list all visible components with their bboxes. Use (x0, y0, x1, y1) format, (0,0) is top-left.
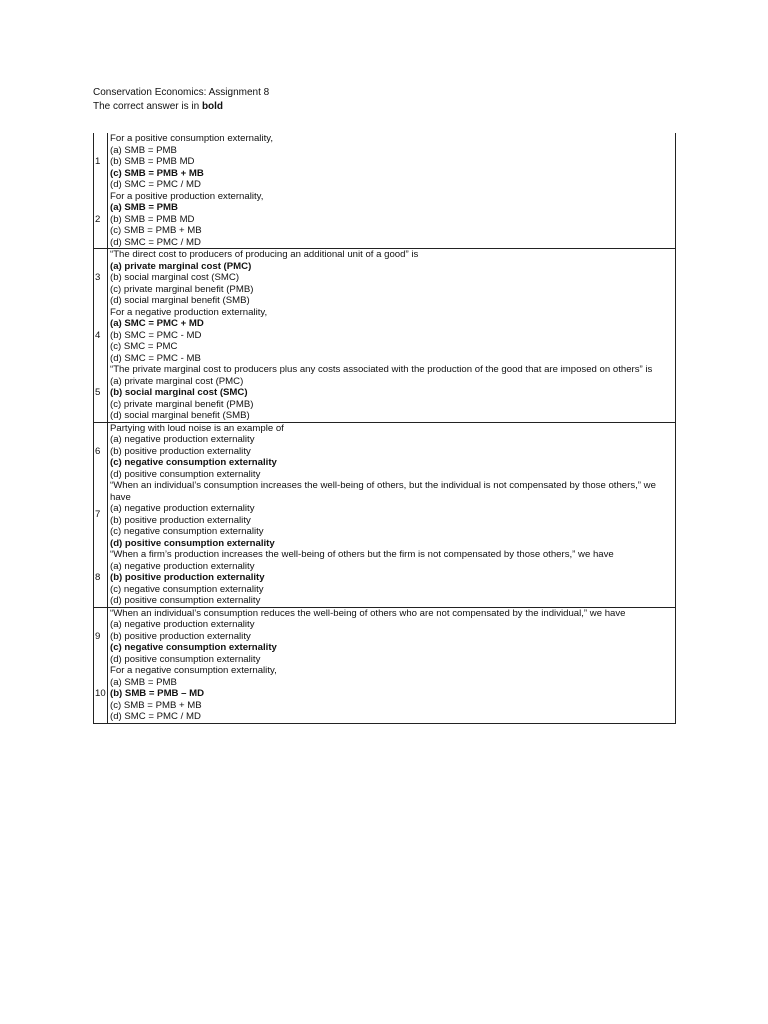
question-content (108, 422, 676, 480)
question-stem: “The direct cost to producers of producing an additional unit of a good” is (110, 249, 419, 260)
answer-option: (c) negative consumption externality (110, 526, 264, 537)
question-number: 8 (94, 549, 108, 607)
question-content (108, 480, 676, 549)
answer-option: (d) SMC = PMC - MB (110, 352, 201, 364)
question-stem: For a negative production externality, (110, 306, 268, 318)
question-number: 6 (94, 422, 108, 480)
question-row (94, 364, 676, 422)
question-content (108, 364, 676, 422)
question-number: 5 (94, 364, 108, 422)
answer-option: (c) negative consumption externality (110, 583, 264, 595)
answer-option: (d) positive consumption externality (110, 468, 261, 480)
answer-option: (b) SMC = PMC - MD (110, 329, 202, 341)
answer-option: (d) social marginal benefit (SMB) (110, 410, 250, 421)
answer-option-correct: (b) SMB = PMB – MD (110, 688, 205, 699)
answer-option-correct: (a) SMB = PMB (110, 202, 178, 213)
answer-option: (a) SMB = PMB (110, 144, 177, 156)
answer-option-correct: (c) negative consumption externality (110, 457, 277, 468)
question-content (108, 665, 676, 723)
question-row (94, 191, 676, 249)
question-row (94, 133, 676, 191)
question-content (108, 249, 676, 307)
answer-option: (b) positive production externality (110, 514, 251, 526)
question-content (108, 133, 676, 191)
document-title: Conservation Economics: Assignment 8 (93, 87, 270, 98)
question-number: 2 (94, 191, 108, 249)
answer-option: (d) positive consumption externality (110, 595, 261, 606)
question-number: 7 (94, 480, 108, 549)
answer-option: (a) negative production externality (110, 619, 255, 630)
answer-option: (a) negative production externality (110, 503, 255, 514)
answer-option-correct: (b) social marginal cost (SMC) (110, 387, 248, 398)
question-stem: For a negative consumption externality, (110, 665, 277, 676)
question-number: 4 (94, 307, 108, 365)
questions-table-body (94, 133, 676, 723)
question-stem: “When a firm’s production increases the well-being of others but the firm is not compensated by those others,” we have (110, 549, 614, 560)
question-row (94, 480, 676, 549)
answer-key-note-bold: bold (201, 100, 224, 112)
question-number: 3 (94, 249, 108, 307)
answer-option: (c) SMB = PMB + MB (110, 225, 202, 236)
answer-option: (b) positive production externality (110, 630, 251, 642)
question-content (108, 191, 676, 249)
answer-option-correct: (c) SMB = PMB + MB (110, 167, 204, 179)
question-number: 10 (94, 665, 108, 723)
answer-option: (c) SMC = PMC (110, 341, 178, 352)
question-stem: “When an individual’s consumption increases the well-being of others, but the individual is not compensated by those others,” we have (110, 480, 656, 503)
answer-option: (c) private marginal benefit (PMB) (110, 398, 254, 410)
question-row (94, 607, 676, 665)
answer-option: (d) SMC = PMC / MD (110, 236, 201, 248)
answer-option-correct: (c) negative consumption externality (110, 642, 277, 653)
answer-option: (c) private marginal benefit (PMB) (110, 283, 254, 295)
question-number: 9 (94, 607, 108, 665)
question-content (108, 549, 676, 607)
answer-option: (a) negative production externality (110, 434, 255, 445)
question-stem: “The private marginal cost to producers plus any costs associated with the production of the good that are imposed on others” is (110, 364, 653, 375)
answer-option: (b) positive production externality (110, 445, 251, 457)
answer-option: (a) negative production externality (110, 560, 255, 572)
answer-option: (b) social marginal cost (SMC) (110, 272, 240, 283)
answer-option-correct: (d) positive consumption externality (110, 537, 275, 549)
answer-option: (d) SMC = PMC / MD (110, 179, 201, 190)
answer-option: (d) SMC = PMC / MD (110, 711, 201, 722)
questions-table (93, 133, 676, 724)
document-header (93, 86, 269, 113)
question-content (108, 307, 676, 365)
answer-key-note (93, 100, 269, 114)
answer-option-correct: (b) positive production externality (110, 572, 265, 583)
question-row (94, 422, 676, 480)
question-row (94, 249, 676, 307)
answer-key-note-text: The correct answer is in (93, 100, 202, 112)
question-stem: Partying with loud noise is an example of (110, 422, 284, 434)
answer-option: (a) SMB = PMB (110, 676, 177, 688)
question-content (108, 607, 676, 665)
answer-option: (c) SMB = PMB + MB (110, 699, 202, 711)
answer-option: (d) social marginal benefit (SMB) (110, 295, 250, 306)
question-number: 1 (94, 133, 108, 191)
question-row (94, 307, 676, 365)
question-stem: For a positive production externality, (110, 190, 264, 202)
answer-option-correct: (a) private marginal cost (PMC) (110, 260, 252, 272)
answer-option: (d) positive consumption externality (110, 653, 261, 665)
question-stem: For a positive consumption externality, (110, 133, 273, 144)
answer-option: (b) SMB = PMB MD (110, 213, 195, 225)
question-stem: “When an individual’s consumption reduces the well-being of others who are not compensated by the individual,” we have (110, 607, 626, 619)
answer-option-correct: (a) SMC = PMC + MD (110, 318, 204, 329)
question-row (94, 549, 676, 607)
question-row (94, 665, 676, 723)
answer-option: (a) private marginal cost (PMC) (110, 375, 244, 387)
answer-option: (b) SMB = PMB MD (110, 156, 195, 167)
